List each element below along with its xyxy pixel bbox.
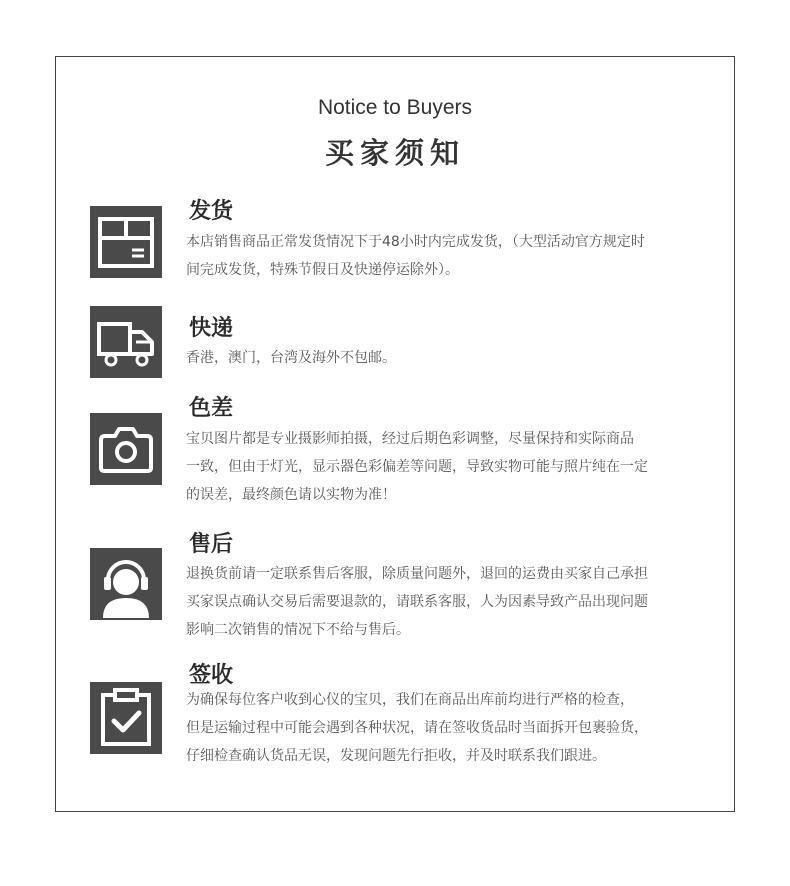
body-line: 仔细检查确认货品无误，发现问题先行拒收，并及时联系我们跟进。: [186, 748, 606, 764]
section-title-receipt: 签收: [189, 663, 234, 688]
section-body-courier: [186, 344, 726, 372]
truck-icon: [90, 306, 162, 378]
body-line: 香港，澳门，台湾及海外不包邮。: [186, 350, 396, 366]
section-title-courier: 快递: [189, 316, 234, 341]
section-title-shipping: 发货: [189, 199, 234, 224]
body-line: 但是运输过程中可能会遇到各种状况，请在签收货品时当面拆开包裹验货，: [186, 720, 648, 736]
section-body-shipping: [186, 228, 726, 284]
body-line: 买家误点确认交易后需要退款的，请联系客服，人为因素导致产品出现问题: [186, 594, 648, 610]
body-line: 为确保每位客户收到心仪的宝贝，我们在商品出库前均进行严格的检查，: [186, 692, 634, 708]
section-body-receipt: [186, 686, 726, 770]
section-title-color: 色差: [189, 396, 234, 421]
title-chinese: 买家须知: [324, 136, 465, 170]
body-line: 的误差，最终颜色请以实物为准！: [186, 487, 396, 503]
body-line: 一致，但由于灯光，显示器色彩偏差等问题，导致实物可能与照片纯在一定: [186, 459, 648, 475]
section-title-aftersales: 售后: [189, 532, 234, 557]
clipboard-check-icon: [90, 682, 162, 754]
body-line: 间完成发货，特殊节假日及快递停运除外）。: [186, 262, 459, 278]
body-line: 退换货前请一定联系售后客服，除质量问题外，退回的运费由买家自己承担: [186, 566, 648, 582]
title-english: Notice to Buyers: [317, 96, 473, 119]
body-line: 宝贝图片都是专业摄影师拍摄，经过后期色彩调整，尽量保持和实际商品: [186, 431, 634, 447]
body-line: 影响二次销售的情况下不给与售后。: [186, 622, 410, 638]
camera-icon: [90, 413, 162, 485]
body-line: 本店销售商品正常发货情况下于48小时内完成发货，（大型活动官方规定时: [186, 234, 645, 250]
section-body-color: [186, 425, 726, 509]
box-icon: [90, 206, 162, 278]
headset-user-icon: [90, 548, 162, 620]
section-body-aftersales: [186, 560, 726, 644]
